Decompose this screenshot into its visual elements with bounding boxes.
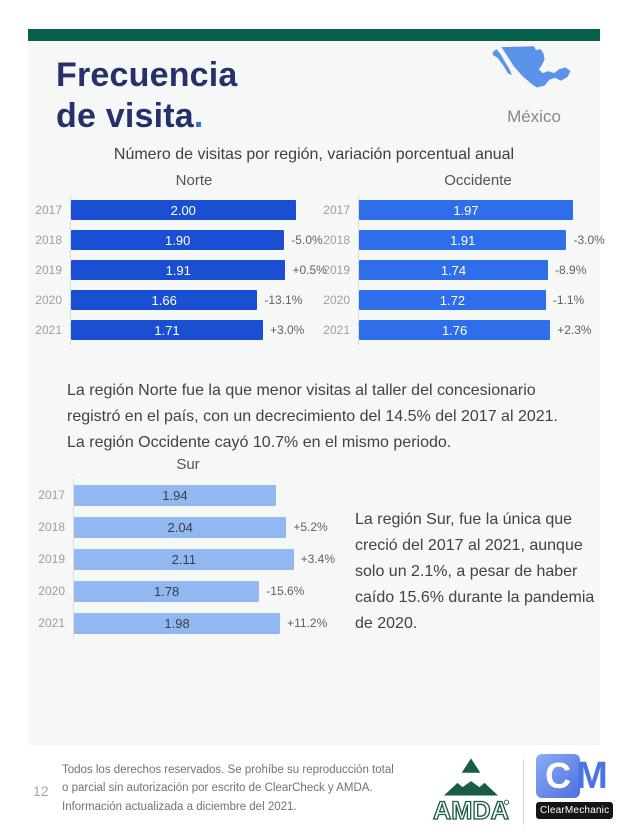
pct-change-label: -13.1% [264, 293, 303, 307]
chart-title: Norte [175, 172, 213, 189]
bar-value-label: 1.97 [453, 202, 479, 218]
chart-rows [28, 195, 327, 345]
bar-value-label: 1.71 [154, 322, 180, 338]
page-title [56, 55, 238, 137]
year-label: 2021 [38, 616, 65, 630]
bar-track [73, 607, 328, 639]
year-label: 2018 [323, 233, 350, 247]
title-period: . [193, 96, 204, 135]
chart-row [28, 285, 318, 315]
chart-row [316, 255, 598, 285]
bar [359, 320, 550, 340]
bar-value-label: 1.98 [164, 615, 190, 631]
bar-track [73, 511, 328, 543]
bar-value-label: 1.91 [165, 262, 191, 278]
bar-track [358, 225, 605, 255]
bar-track [70, 195, 318, 225]
clearmechanic-logo [536, 753, 608, 819]
bar-value-label: 1.74 [440, 262, 467, 278]
year-label: 2018 [35, 233, 62, 247]
pct-change-label: +11.2% [287, 616, 328, 630]
chart-rows [31, 479, 335, 639]
year-label: 2018 [38, 520, 65, 534]
bar-value-label: 2.04 [167, 519, 193, 535]
bar-value-label: 2.00 [170, 202, 196, 218]
bar-track [70, 255, 327, 285]
bar-track [73, 543, 335, 575]
cm-letter-c: C [536, 754, 580, 798]
chart-row [28, 225, 323, 255]
bar-track [358, 195, 598, 225]
year-label: 2017 [35, 203, 62, 217]
page-title-line2: de visita [56, 96, 194, 135]
bar-track [73, 479, 303, 511]
bar-value-label: 1.76 [441, 322, 468, 338]
bar-value-label: 1.90 [165, 232, 191, 248]
chart-row [316, 195, 598, 225]
chart-row [316, 315, 598, 345]
year-label: 2017 [38, 488, 65, 502]
bar [71, 200, 296, 220]
page-title-line1: Frecuencia [56, 56, 238, 94]
pct-change-label: +2.3% [557, 323, 592, 337]
chart-rows [316, 195, 605, 345]
logo-divider [523, 759, 524, 825]
pct-change-label: -3.0% [573, 233, 605, 247]
copyright-text: Todos los derechos reservados. Se prohíbe su reproducción total o parcial sin autorización por escrito de ClearCheck y AMDA. Información actualizada a diciembre del 2021. [62, 764, 394, 813]
cm-monogram-icon [536, 753, 608, 799]
bar-track [358, 315, 598, 345]
pct-change-label: -8.9% [555, 263, 587, 277]
pct-change-label: -15.6% [266, 584, 305, 598]
bar-value-label: 1.66 [151, 292, 177, 308]
year-label: 2019 [35, 263, 62, 277]
year-label: 2017 [323, 203, 350, 217]
bar [71, 260, 285, 280]
pct-change-label: +0.5% [292, 263, 327, 277]
clearmechanic-wordmark: ClearMechanic [536, 802, 613, 819]
accent-bar [28, 29, 600, 41]
year-label: 2021 [323, 323, 350, 337]
amda-pyramid-icon [428, 797, 514, 835]
bar [71, 320, 263, 340]
chart-occidente [316, 172, 605, 345]
page-number: 12 [33, 783, 49, 799]
pct-change-label: +3.0% [269, 323, 305, 337]
chart-row [316, 285, 598, 315]
year-label: 2020 [35, 293, 62, 307]
bar-value-label: 1.91 [450, 232, 476, 248]
bar-value-label: 1.78 [153, 583, 180, 599]
year-label: 2019 [38, 552, 65, 566]
chart-title: Sur [176, 456, 200, 473]
bar [74, 581, 259, 602]
pct-change-label: -1.1% [552, 293, 585, 307]
bar [359, 290, 546, 310]
cm-letter-m: M [576, 755, 608, 797]
page-footer [0, 745, 628, 838]
charts-subtitle: Número de visitas por región, variación porcentual anual [113, 146, 515, 163]
bar-track [70, 225, 323, 255]
year-label: 2019 [323, 263, 350, 277]
chart-norte [28, 172, 327, 345]
amda-logo [428, 755, 514, 831]
mexico-map-icon [482, 45, 586, 105]
bar-value-label: 1.72 [439, 292, 466, 308]
chart-row [28, 255, 327, 285]
chart-title: Occidente [444, 172, 512, 189]
chart-row [28, 195, 318, 225]
chart-row [31, 607, 328, 639]
bar [359, 200, 573, 220]
chart-row [316, 225, 605, 255]
mexico-map-box [482, 45, 586, 127]
bar [74, 549, 294, 570]
pct-change-label: +3.4% [300, 552, 335, 566]
map-label: México [507, 107, 561, 126]
bar [359, 230, 566, 250]
paragraph-norte-occidente: La región Norte fue la que menor visitas al taller del concesionario registró en el país, con un decrecimiento del 14.5% del 2017 al 2021. La región Occidente cayó 10.7% en el mismo periodo. [67, 382, 558, 451]
chart-row [28, 315, 318, 345]
chart-row [31, 511, 328, 543]
pct-change-label: -5.0% [291, 233, 323, 247]
amda-logo-text: AMDA [433, 797, 509, 826]
bar-track [358, 255, 598, 285]
year-label: 2021 [35, 323, 62, 337]
bar [74, 517, 286, 538]
bar [74, 485, 276, 506]
pct-change-label: +5.2% [293, 520, 328, 534]
chart-row [31, 575, 303, 607]
paragraph-sur: La región Sur, fue la única que creció del 2017 al 2021, aunque solo un 2.1%, a pesar de haber caído 15.6% durante la pandemia de 2020. [355, 511, 595, 632]
bar [71, 290, 257, 310]
year-label: 2020 [323, 293, 350, 307]
report-card [28, 29, 605, 745]
bar-track [70, 285, 318, 315]
bar-track [358, 285, 598, 315]
bar [74, 613, 280, 634]
bar-track [73, 575, 303, 607]
bar-value-label: 2.11 [171, 551, 196, 567]
year-label: 2020 [38, 584, 65, 598]
chart-row [31, 543, 335, 575]
bar [71, 230, 284, 250]
bar-value-label: 1.94 [162, 487, 188, 503]
chart-row [31, 479, 303, 511]
bar [359, 260, 548, 280]
chart-sur [31, 456, 335, 639]
bar-track [70, 315, 318, 345]
